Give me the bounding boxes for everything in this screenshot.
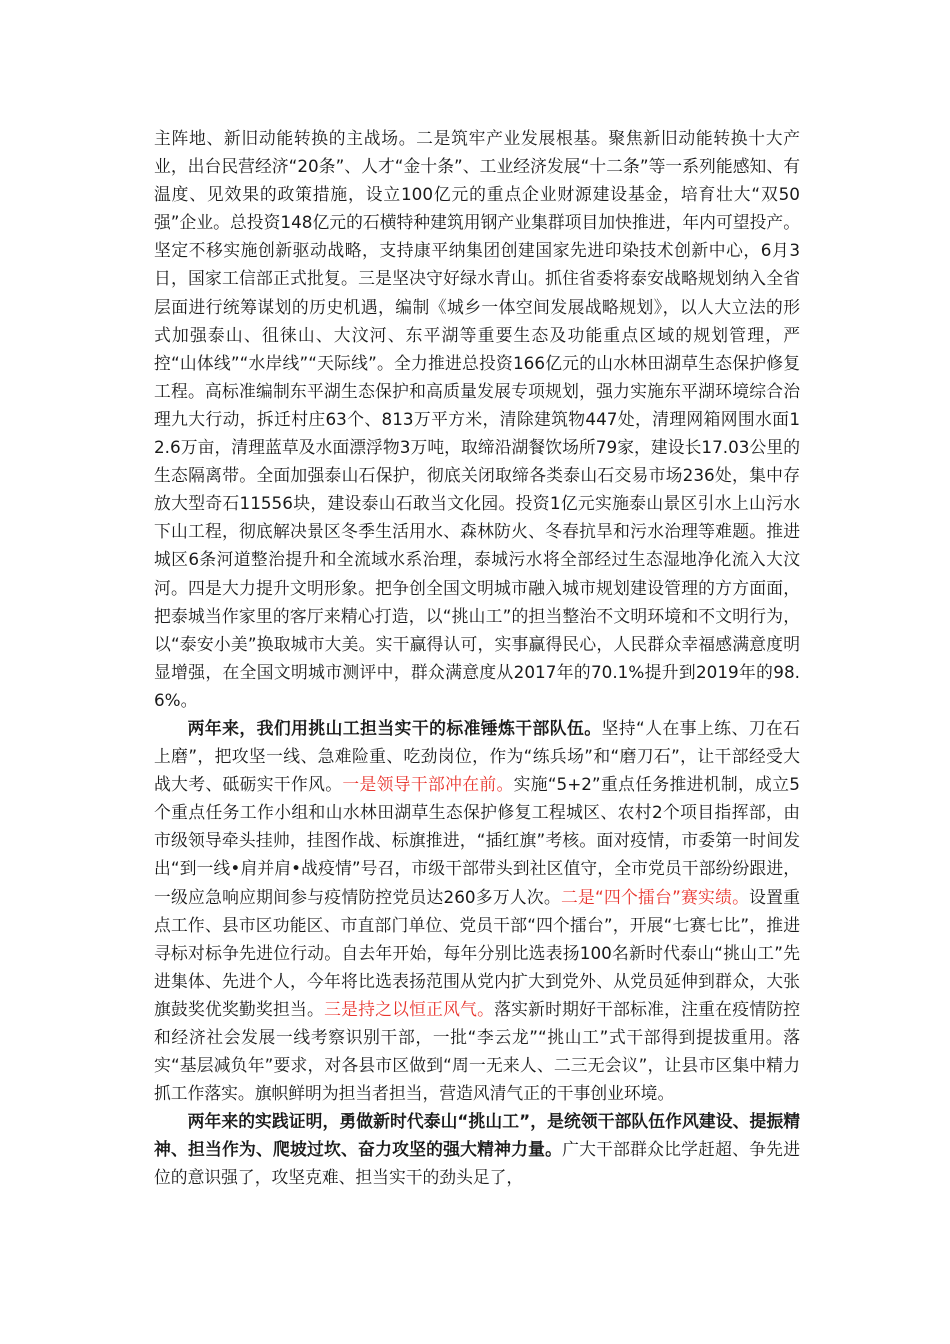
paragraph-2-highlight-3: 三是持之以恒正风气。 — [324, 998, 495, 1019]
paragraph-3 — [154, 1107, 800, 1191]
paragraph-2-lead: 两年来，我们用挑山工担当实干的标准锤炼干部队伍。 — [187, 717, 602, 738]
paragraph-2-text-d: 落实新时期好干部标准，注重在疫情防控和经济社会发展一线考察识别干部，一批“李云龙”“挑山工”式干部得到提拔重用。落实“基层减负年”要求，对各县市区做到“周一无来人、二三无会议”，让县市区集中精力抓工作落实。旗帜鲜明为担当者担当，营造风清气正的干事创业环境。 — [154, 998, 800, 1104]
paragraph-3-text: 广大干部群众比学赶超、争先进位的意识强了，攻坚克难、担当实干的劲头足了， — [154, 1139, 800, 1188]
paragraph-3-lead: 两年来的实践证明，勇做新时代泰山“挑山工”，是统领干部队伍作风建设、提振精神、担当作为、爬坡过坎、奋力攻坚的强大精神力量。 — [154, 1111, 800, 1160]
paragraph-1-text: 主阵地、新旧动能转换的主战场。二是筑牢产业发展根基。聚焦新旧动能转换十大产业，出台民营经济“20条”、人才“金十条”、工业经济发展“十二条”等一系列能感知、有温度、见效果的政策措施，设立100亿元的重点企业财源建设基金，培育壮大“双50强”企业。总投资148亿元的石横特种建筑用钢产业集群项目加快推进，年内可望投产。坚定不移实施创新驱动战略，支持康平纳集团创建国家先进印染技术创新中心，6月3日，国家工信部正式批复。三是坚决守好绿水青山。抓住省委将泰安战略规划纳入全省层面进行统筹谋划的历史机遇，编制《城乡一体空间发展战略规划》，以人大立法的形式加强泰山、徂徕山、大汶河、东平湖等重要生态及功能重点区域的规划管理，严控“山体线”“水岸线”“天际线”。全力推进总投资166亿元的山水林田湖草生态保护修复工程。高标准编制东平湖生态保护和高质量发展专项规划，强力实施东平湖环境综合治理九大行动，拆迁村庄63个、813万平方米，清除建筑物447处，清理网箱网围水面12.6万亩，清理蓝草及水面漂浮物3万吨，取缔沿湖餐饮场所79家，建设长17.03公里的生态隔离带。全面加强泰山石保护，彻底关闭取缔各类泰山石交易市场236处，集中存放大型奇石11556块，建设泰山石敢当文化园。投资1亿元实施泰山景区引水上山污水下山工程，彻底解决景区冬季生活用水、森林防火、冬春抗旱和污水治理等难题。推进城区6条河道整治提升和全流域水系治理，泰城污水将全部经过生态湿地净化流入大汶河。四是大力提升文明形象。把争创全国文明城市融入城市规划建设管理的方方面面，把泰城当作家里的客厅来精心打造，以“挑山工”的担当整治不文明环境和不文明行为，以“泰安小美”换取城市大美。实干赢得认可，实事赢得民心，人民群众幸福感满意度明显增强，在全国文明城市测评中，群众满意度从2017年的70.1%提升到2019年的98.6%。 — [154, 128, 800, 710]
paragraph-2-highlight-1: 一是领导干部冲在前。 — [342, 774, 514, 795]
document-page — [154, 124, 800, 1192]
paragraph-2-highlight-2: 二是“四个擂台”赛实绩。 — [560, 886, 750, 907]
paragraph-2-text-b: 实施“5+2”重点任务推进机制，成立5个重点任务工作小组和山水林田湖草生态保护修复工程城区、农村2个项目指挥部，由市级领导牵头挂帅，挂图作战、标旗推进，“插红旗”考核。面对疫情，市委第一时间发出“到一线•肩并肩•战疫情”号召，市级干部带头到社区值守，全市党员干部纷纷跟进，一级应急响应期间参与疫情防控党员达260多万人次。 — [154, 774, 800, 907]
paragraph-2-text-c: 设置重点工作、县市区功能区、市直部门单位、党员干部“四个擂台”，开展“七赛七比”，推进寻标对标争先进位行动。自去年开始，每年分别比选表扬100名新时代泰山“挑山工”先进集体、先进个人，今年将比选表扬范围从党内扩大到党外、从党员延伸到群众，大张旗鼓奖优奖勤奖担当。 — [154, 886, 800, 1019]
paragraph-2 — [154, 714, 800, 1107]
paragraph-2-text-a: 坚持“人在事上练、刀在石上磨”，把攻坚一线、急难险重、吃劲岗位，作为“练兵场”和“磨刀石”，让干部经受大战大考、砥砺实干作风。 — [154, 717, 800, 795]
paragraph-1 — [154, 124, 800, 714]
